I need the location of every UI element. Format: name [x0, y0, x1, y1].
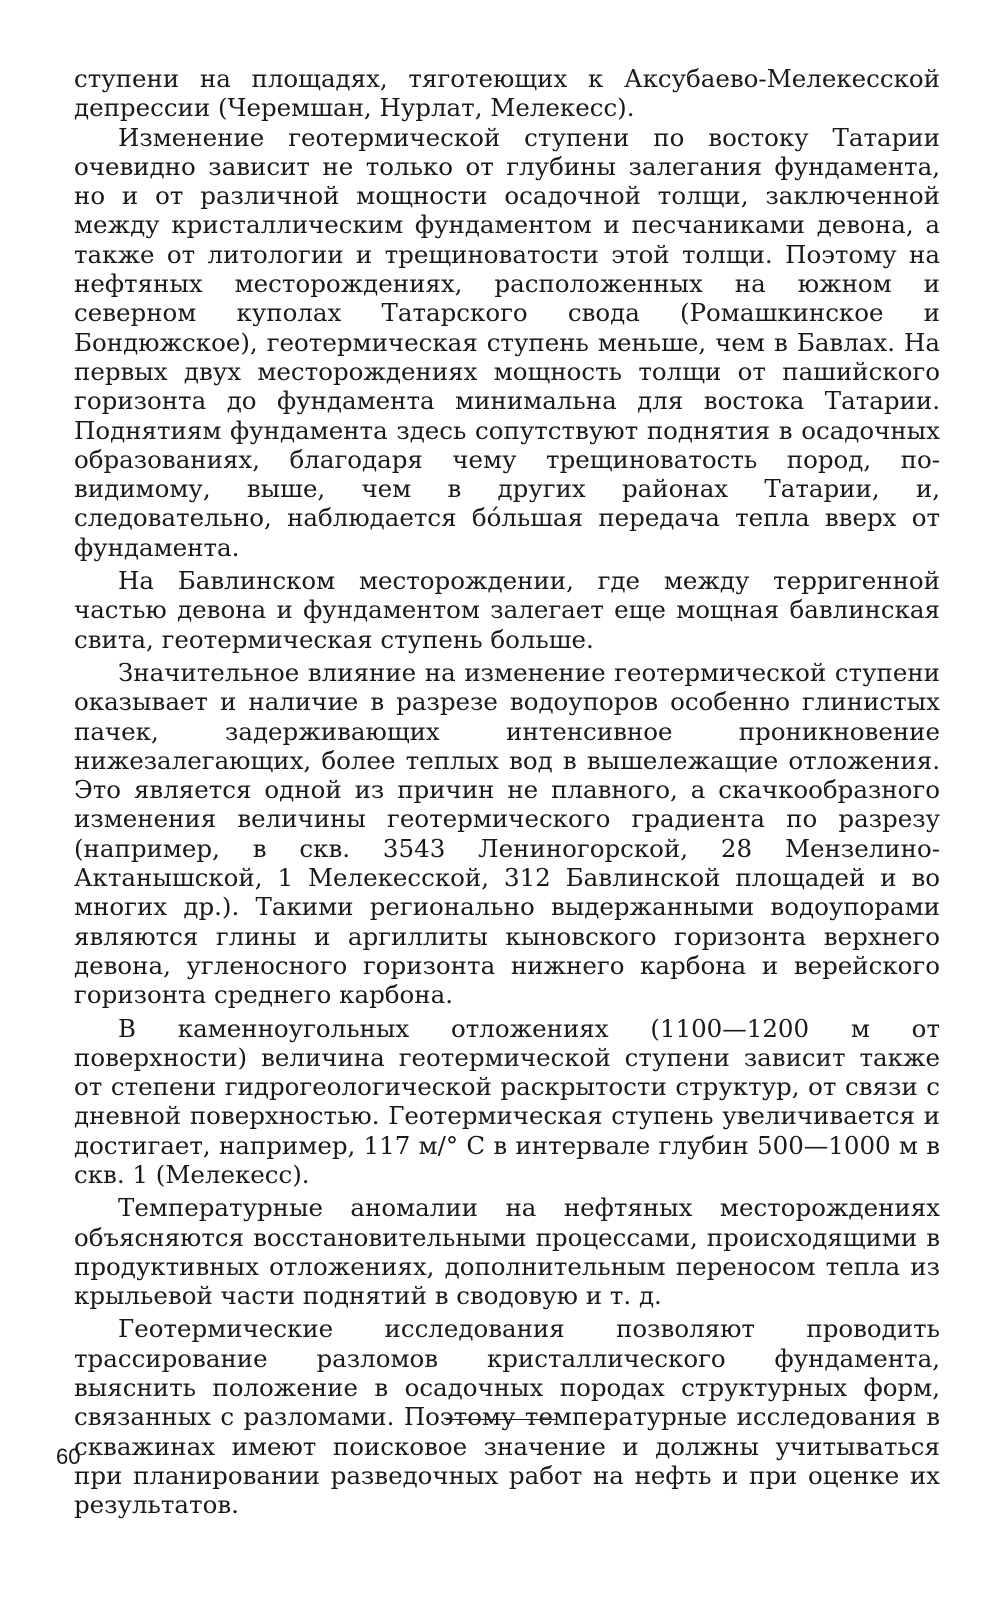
paragraph-carboniferous: В каменноугольных отложениях (1100—1200 м от поверхности) величина геотермической ступени зависит также от степени гидрогеологической раскрытости структур, от связи с дневной поверхностью. Геотермическая ступень увеличивается и достигает, например, 117 м/° С в интервале глубин 500—1000 м в скв. 1 (Мелекесс). [74, 1013, 940, 1189]
paragraph-continuation: ступени на площадях, тяготеющих к Аксубаево-Мелекесской депрессии (Черемшан, Нурлат, Мелекесс). [74, 64, 940, 123]
paragraph-aquicludes: Значительное влияние на изменение геотермической ступени оказывает и наличие в разрезе водоупоров особенно глинистых пачек, задерживающих интенсивное проникновение нижезалегающих, более теплых вод в вышележащие отложения. Это является одной из причин не плавного, а скачкообразного изменения величины геотермического градиента по разрезу (например, в скв. 3543 Лениногорской, 28 Мензелино-Актанышской, 1 Мелекесской, 312 Бавлинской площадей и во многих др.). Такими регионально выдержанными водоупорами являются глины и аргиллиты кыновского горизонта верхнего девона, угленосного горизонта нижнего карбона и верейского горизонта среднего карбона. [74, 657, 940, 1010]
paragraph-geothermal-step-change: Изменение геотермической ступени по востоку Татарии очевидно зависит не только от глубины залегания фундамента, но и от различной мощности осадочной толщи, заключенной между кристаллическим фундаментом и песчаниками девона, а также от литологии и трещиноватости этой толщи. Поэтому на нефтяных месторождениях, расположенных на южном и северном куполах Татарского свода (Ромашкинское и Бондюжское), геотермическая ступень меньше, чем в Бавлах. На первых двух месторождениях мощность толщи от пашийского горизонта до фундамента минимальна для востока Татарии. Поднятиям фундамента здесь сопутствуют поднятия в осадочных образованиях, благодаря чему трещиноватость пород, по-видимому, выше, чем в других районах Татарии, и, следовательно, наблюдается бóльшая передача тепла вверх от фундамента. [74, 122, 940, 562]
page-number: 60 [56, 1444, 81, 1469]
paragraph-bavly-field: На Бавлинском месторождении, где между терригенной частью девона и фундаментом залегает еще мощная бавлинская свита, геотермическая ступень больше. [74, 566, 940, 654]
section-end-rule [446, 1419, 556, 1420]
paragraph-geothermal-research: Геотермические исследования позволяют проводить трассирование разломов кристаллического фундамента, выяснить положение в осадочных породах структурных форм, связанных с разломами. Поэтому температурные исследования в скважинах имеют поисковое значение и должны учитываться при планировании разведочных работ на нефть и при оценке их результатов. [74, 1314, 940, 1520]
page-body [74, 64, 940, 1520]
paragraph-temperature-anomalies: Температурные аномалии на нефтяных месторождениях объясняются восстановительными процессами, происходящими в продуктивных отложениях, дополнительным переносом тепла из крыльевой части поднятий в сводовую и т. д. [74, 1193, 940, 1311]
